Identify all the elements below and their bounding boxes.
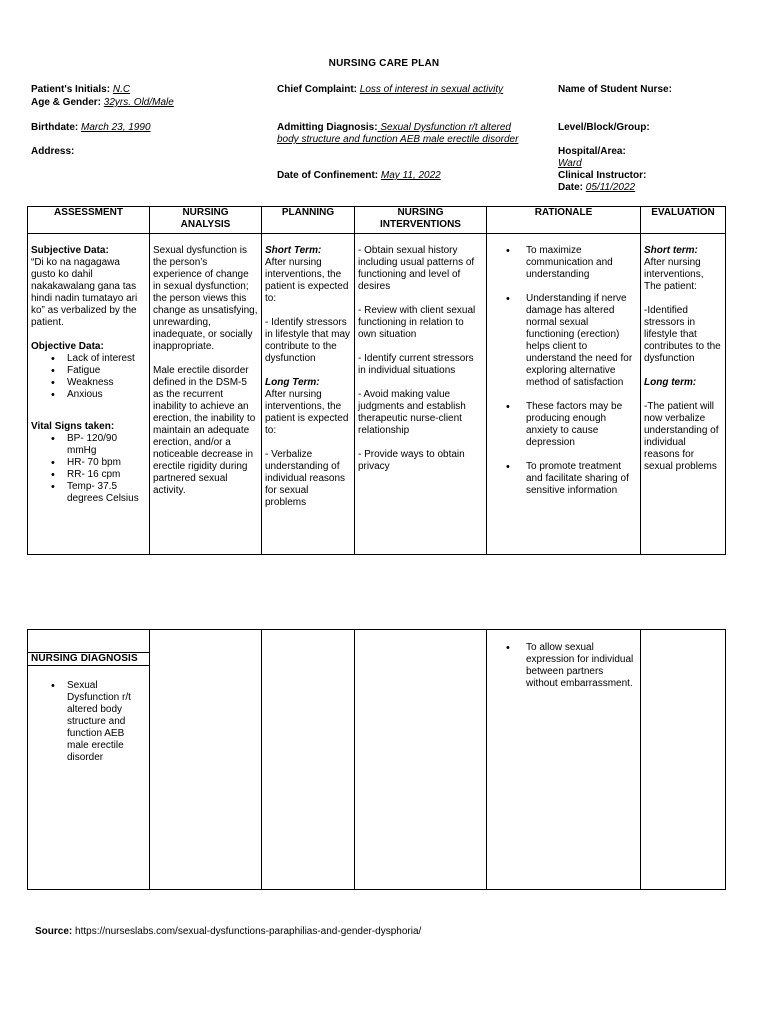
diagnosis-cell <box>28 630 150 890</box>
planning-short-label: Short Term: <box>265 245 322 256</box>
chief-complaint <box>277 84 503 96</box>
intervention-item: - Avoid making value judgments and establish therapeutic nurse-client relationship <box>358 389 466 436</box>
rationale-list-2 <box>490 642 637 690</box>
source-label: Source: <box>35 926 73 937</box>
planning-cell <box>262 234 355 555</box>
address-label: Address: <box>31 146 75 157</box>
planning-long-label: Long Term: <box>265 377 320 388</box>
objective-list <box>31 353 146 401</box>
source-url[interactable]: https://nurseslabs.com/sexual-dysfunctions-paraphilias-and-gender-dysphoria/ <box>72 926 422 937</box>
birthdate-label: Birthdate: <box>31 122 79 133</box>
col-header-assessment: ASSESSMENT <box>28 207 150 234</box>
admitting-dx-label: Admitting Diagnosis: <box>277 122 378 133</box>
student-nurse-label: Name of Student Nurse: <box>558 84 672 95</box>
evaluation-cell <box>641 234 726 555</box>
hospital-area-label: Hospital/Area: <box>558 146 626 157</box>
admitting-diagnosis <box>277 122 518 146</box>
empty-cell <box>262 630 355 890</box>
date-value: 05/11/2022 <box>585 182 636 193</box>
chief-complaint-label: Chief Complaint: <box>277 84 357 95</box>
list-item: • Weakness <box>67 377 146 389</box>
age-gender-value: 32yrs. Old/Male <box>103 97 174 108</box>
assessment-cell <box>28 234 150 555</box>
diagnosis-table <box>27 629 726 890</box>
planning-short-text: After nursing interventions, the patient is expected to: <box>265 257 349 304</box>
planning-long-goal: - Verbalize understanding of individual reasons for sexual problems <box>265 449 346 508</box>
date-field <box>558 182 635 194</box>
admitting-dx-value-line2: body structure and function AEB male erectile disorder <box>277 134 519 145</box>
intervention-item: - Provide ways to obtain privacy <box>358 449 465 472</box>
evaluation-short-text: After nursing interventions, The patient: <box>644 257 704 292</box>
patient-initials <box>31 84 130 96</box>
rationale-cell <box>487 234 641 555</box>
list-item: • Fatigue <box>67 365 146 377</box>
source-line <box>35 926 421 937</box>
planning-short-goal: - Identify stressors in lifestyle that may contribute to the dysfunction <box>265 317 351 364</box>
rationale-list <box>490 245 637 497</box>
col-header-evaluation: EVALUATION <box>641 207 726 234</box>
date-confinement-label: Date of Confinement: <box>277 170 379 181</box>
date-of-confinement <box>277 170 441 182</box>
evaluation-short-label: Short term: <box>644 245 698 256</box>
list-item: • Anxious <box>67 389 146 401</box>
diagnosis-list <box>31 680 146 764</box>
subjective-text: “Di ko na nagagawa gusto ko dahil nakakawalang gana tas hindi nadin tumatayo ari ko” as verbalized by the patient. <box>31 257 138 328</box>
nursing-interventions-cell <box>355 234 487 555</box>
nursing-analysis-cell <box>150 234 262 555</box>
nursing-diagnosis-label: NURSING DIAGNOSIS <box>28 652 149 666</box>
date-confinement-value: May 11, 2022 <box>380 170 441 181</box>
chief-complaint-value: Loss of interest in sexual activity <box>359 84 504 95</box>
rationale-item: • To allow sexual expression for individual between partners without embarrassment. <box>526 642 637 690</box>
admitting-dx-value-line1: Sexual Dysfunction r/t altered <box>377 122 511 133</box>
analysis-paragraph-1: Sexual dysfunction is the person’s experience of change in sexual dysfunction; the person views this change as unsatisfying, unrewarding, inadequate, or socially inappropriate. <box>153 245 258 352</box>
clinical-instructor-label: Clinical Instructor: <box>558 170 647 181</box>
rationale-item: • Understanding if nerve damage has altered normal sexual functioning (erection) helps client to understand the need for exploring alternative method of satisfaction <box>526 293 637 389</box>
clinical-instructor <box>558 170 646 182</box>
col-header-nursing-analysis: NURSING ANALYSIS <box>150 207 262 234</box>
rationale-item: • To promote treatment and facilitate sharing of sensitive information <box>526 461 637 497</box>
col-header-planning: PLANNING <box>262 207 355 234</box>
intervention-item: - Review with client sexual functioning in relation to own situation <box>358 305 476 340</box>
rationale-cell-2 <box>487 630 641 890</box>
planning-long-text: After nursing interventions, the patient is expected to: <box>265 389 349 436</box>
patient-initials-label: Patient's Initials: <box>31 84 111 95</box>
table-row <box>28 630 726 890</box>
list-item: • BP- 120/90 mmHg <box>67 433 146 457</box>
age-gender-label: Age & Gender: <box>31 97 102 108</box>
birthdate <box>31 122 151 134</box>
empty-cell <box>355 630 487 890</box>
date-label: Date: <box>558 182 584 193</box>
table-header-row <box>28 207 726 234</box>
rationale-item: • To maximize communication and understanding <box>526 245 637 281</box>
level-block-group <box>558 122 650 134</box>
hospital-area-value: Ward <box>558 158 582 169</box>
evaluation-long-result: -The patient will now verbalize understanding of individual reasons for sexual problems <box>644 401 719 472</box>
analysis-paragraph-2: Male erectile disorder defined in the DSM-5 as the recurrent inability to achieve an erection, the inability to maintain an adequate erection, and/or a noticeable decrease in erectile rigidity during partnered sexual activity. <box>153 365 256 496</box>
empty-cell <box>150 630 262 890</box>
intervention-item: - Identify current stressors in individual situations <box>358 353 474 376</box>
list-item: • Temp- 37.5 degrees Celsius <box>67 481 146 505</box>
care-plan-table <box>27 206 726 555</box>
evaluation-short-result: -Identified stressors in lifestyle that contributes to the dysfunction <box>644 305 721 364</box>
col-header-nursing-interventions: NURSING INTERVENTIONS <box>355 207 487 234</box>
page-title: NURSING CARE PLAN <box>328 58 440 69</box>
level-block-label: Level/Block/Group: <box>558 122 650 133</box>
age-gender <box>31 97 174 109</box>
objective-label: Objective Data: <box>31 341 104 352</box>
patient-initials-value: N.C <box>112 84 131 95</box>
col-header-rationale: RATIONALE <box>487 207 641 234</box>
intervention-item: - Obtain sexual history including usual patterns of functioning and level of desires <box>358 245 475 292</box>
evaluation-long-label: Long term: <box>644 377 697 388</box>
address <box>31 146 74 158</box>
list-item: • Sexual Dysfunction r/t altered body structure and function AEB male erectile disorder <box>67 680 146 764</box>
vitals-label: Vital Signs taken: <box>31 421 115 432</box>
table-row <box>28 234 726 555</box>
birthdate-value: March 23, 1990 <box>81 122 151 133</box>
list-item: • Lack of interest <box>67 353 146 365</box>
subjective-label: Subjective Data: <box>31 245 109 256</box>
list-item: • RR- 16 cpm <box>67 469 146 481</box>
student-nurse <box>558 84 672 96</box>
hospital-area <box>558 146 626 170</box>
empty-cell <box>641 630 726 890</box>
list-item: • HR- 70 bpm <box>67 457 146 469</box>
rationale-item: • These factors may be producing enough anxiety to cause depression <box>526 401 637 449</box>
vitals-list <box>31 433 146 505</box>
